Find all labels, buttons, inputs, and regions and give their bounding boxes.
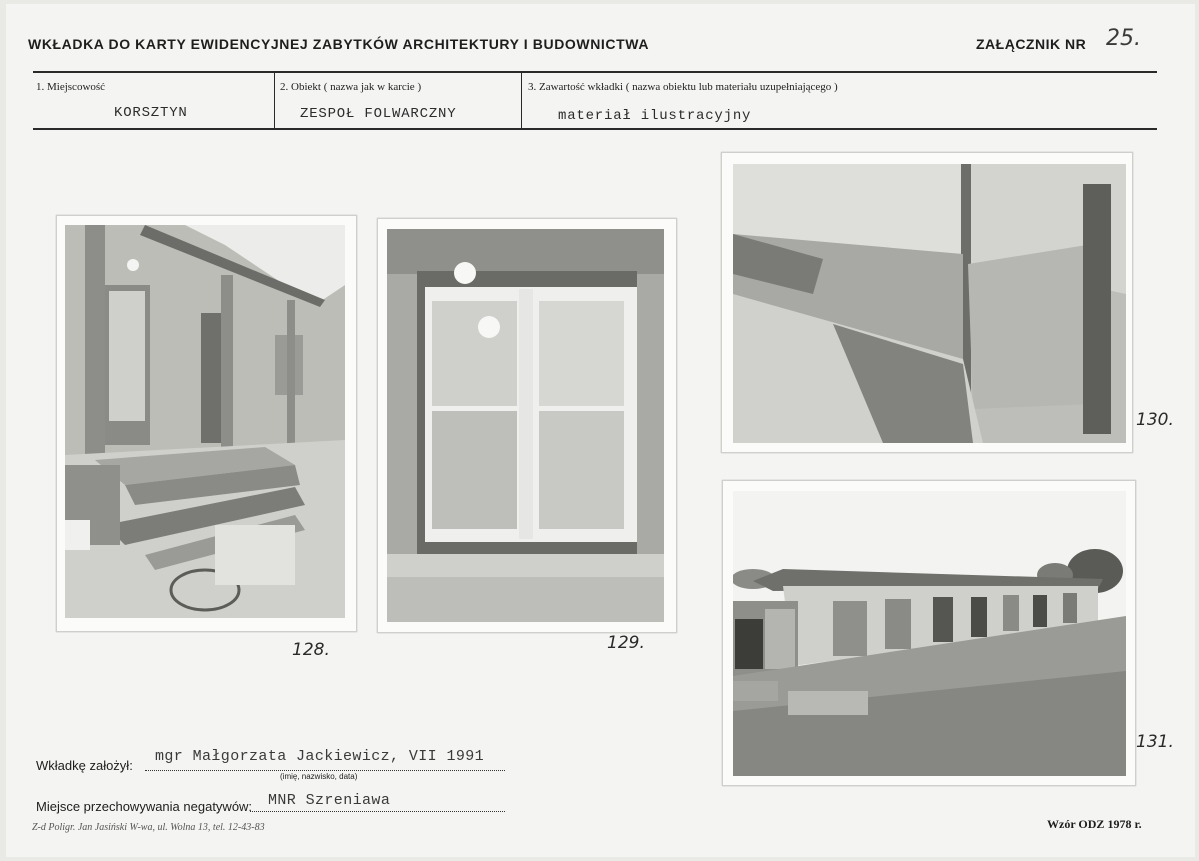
table-bottom-rule	[33, 128, 1157, 130]
field-contents-label: 3. Zawartość wkładki ( nazwa obiektu lub materiału uzupełniającego )	[528, 81, 838, 93]
photo-number-131: 131.	[1136, 732, 1174, 752]
author-value: mgr Małgorzata Jackiewicz, VII 1991	[155, 748, 485, 765]
column-divider-2	[521, 72, 522, 129]
author-dotted-line	[145, 770, 505, 771]
photo-wall-corner	[733, 164, 1126, 443]
annex-number: 25.	[1106, 26, 1141, 51]
annex-label: ZAŁĄCZNIK NR	[976, 36, 1087, 52]
storage-label: Miejsce przechowywania negatywów:	[36, 799, 253, 814]
table-top-rule	[33, 71, 1157, 73]
photo-number-128: 128.	[292, 640, 330, 660]
column-divider-1	[274, 72, 275, 129]
printer-imprint: Z-d Poligr. Jan Jasiński W-wa, ul. Wolna 13, tel. 12-43-83	[32, 822, 265, 833]
storage-dotted-line	[250, 811, 505, 812]
storage-value: MNR Szreniawa	[268, 792, 391, 809]
photo-farm-buildings	[733, 491, 1126, 776]
photo-number-130: 130.	[1136, 410, 1174, 430]
form-pattern-label: Wzór ODZ 1978 r.	[1047, 817, 1142, 831]
field-contents-value: materiał ilustracyjny	[558, 108, 752, 124]
field-locality-label: 1. Miejscowość	[36, 81, 106, 93]
author-hint: (imię, nazwisko, data)	[280, 772, 358, 781]
field-locality-value: KORSZTYN	[114, 105, 188, 121]
document-title: WKŁADKA DO KARTY EWIDENCYJNEJ ZABYTKÓW ARCHITEKTURY I BUDOWNICTWA	[28, 36, 650, 52]
photo-number-129: 129.	[607, 633, 645, 653]
photo-window	[387, 229, 664, 622]
field-object-value: ZESPOŁ FOLWARCZNY	[300, 106, 457, 122]
photo-porch-steps	[65, 225, 345, 618]
field-object-label: 2. Obiekt ( nazwa jak w karcie )	[280, 81, 422, 93]
author-label: Wkładkę założył:	[36, 758, 133, 773]
